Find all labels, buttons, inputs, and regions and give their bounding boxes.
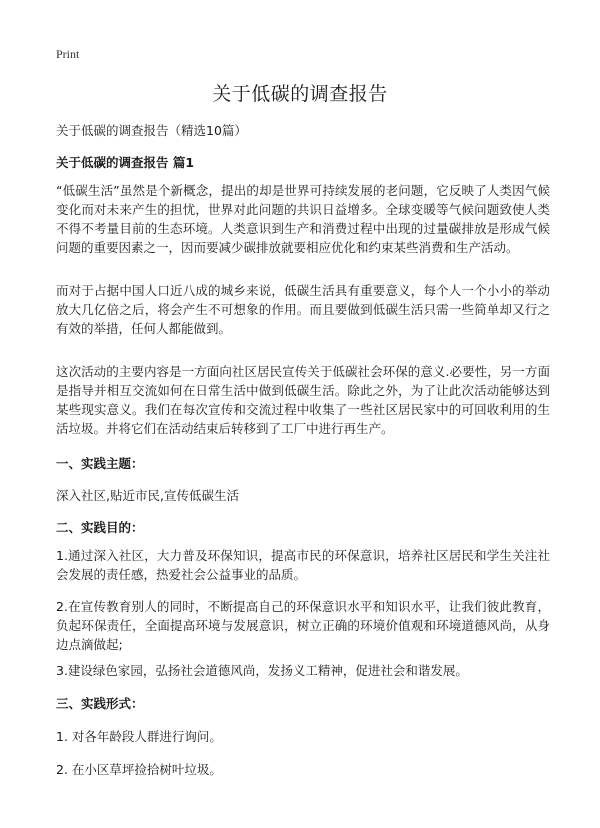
print-label[interactable]: Print [56,47,80,61]
theme-text: 深入社区,贴近市民,宣传低碳生活 [56,488,239,503]
form-item-2: 2. 在小区草坪捡拾树叶垃圾。 [56,762,222,777]
purpose-item-2: 2.在宣传教育别人的同时，不断提高自己的环保意识水平和知识水平，让我们彼此教育，负起环保责任，全面提高环境与发展意识，树立正确的环境价值观和环境道德风尚，从身边点滴做起; [56,599,550,652]
document-subtitle: 关于低碳的调查报告（精选10篇） [56,123,247,138]
part-heading: 关于低碳的调查报告 篇1 [56,155,195,170]
section-heading-form: 三、实践形式： [56,696,144,711]
section-heading-theme: 一、实践主题： [56,456,144,471]
purpose-item-3: 3.建设绿色家园，弘扬社会道德风尚，发扬义工精神，促进社会和谐发展。 [56,663,468,678]
paragraph-urban-rural: 而对于占据中国人口近八成的城乡来说，低碳生活具有重要意义，每个人一个小小的举动放大几亿倍之后，将会产生不可想象的作用。而且要做到低碳生活只需一些简单却又行之有效的举措，任何人都能做到。 [56,283,550,336]
paragraph-activity: 这次活动的主要内容是一方面向社区居民宣传关于低碳社会环保的意义.必要性，另一方面是指导并相互交流如何在日常生活中做到低碳生活。除此之外，为了让此次活动能够达到某些现实意义。我们在每次宣传和交流过程中收集了一些社区居民家中的可回收利用的生活垃圾。并将它们在活动结束后转移到了工厂中进行再生产。 [56,364,550,436]
purpose-item-1: 1.通过深入社区，大力普及环保知识，提高市民的环保意识，培养社区居民和学生关注社会发展的责任感，热爱社会公益事业的品质。 [56,548,550,582]
section-heading-purpose: 二、实践目的： [56,520,144,535]
page-title: 关于低碳的调查报告 [212,83,388,105]
paragraph-intro: “低碳生活”虽然是个新概念，提出的却是世界可持续发展的老问题，它反映了人类因气候变化而对未来产生的担忧，世界对此问题的共识日益增多。全球变暖等气候问题致使人类不得不考量目前的生态环境。人类意识到生产和消费过程中出现的过量碳排放是形成气候问题的重要因素之一，因而要减少碳排放就要相应优化和约束某些消费和生产活动。 [56,183,550,255]
form-item-1: 1. 对各年龄段人群进行询问。 [56,729,222,744]
